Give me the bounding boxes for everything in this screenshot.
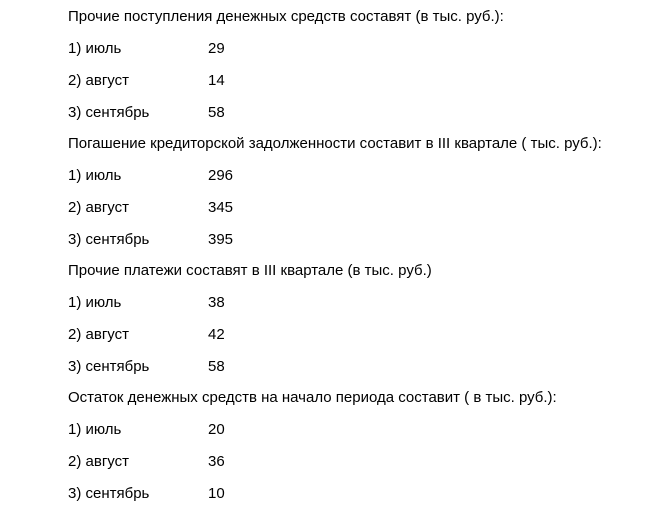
list-item <box>68 322 638 354</box>
list-item <box>68 195 638 227</box>
section-heading-payables-repayment: Погашение кредиторской задолженности составит в III квартале ( тыс. руб.): <box>68 135 602 152</box>
amount-value: 58 <box>208 104 225 121</box>
amount-value: 29 <box>208 40 225 57</box>
amount-value: 42 <box>208 326 225 343</box>
amount-value: 36 <box>208 453 225 470</box>
section-heading-other-payments: Прочие платежи составят в III квартале (в тыс. руб.) <box>68 262 432 279</box>
list-item <box>68 481 638 513</box>
amount-value: 345 <box>208 199 234 216</box>
month-label: 3) сентябрь <box>68 485 150 502</box>
list-item <box>68 100 638 132</box>
section-heading-opening-cash-balance: Остаток денежных средств на начало периода составит ( в тыс. руб.): <box>68 389 557 406</box>
amount-value: 20 <box>208 421 225 438</box>
list-item <box>68 417 638 449</box>
list-item <box>68 36 638 68</box>
list-item <box>68 68 638 100</box>
amount-value: 38 <box>208 294 225 311</box>
month-label: 3) сентябрь <box>68 231 150 248</box>
list-item <box>68 354 638 386</box>
month-label: 2) август <box>68 326 129 343</box>
amount-value: 296 <box>208 167 234 184</box>
list-item <box>68 163 638 195</box>
list-item <box>68 290 638 322</box>
section-heading-other-receipts: Прочие поступления денежных средств составят (в тыс. руб.): <box>68 8 504 25</box>
month-label: 1) июль <box>68 40 122 57</box>
amount-value: 395 <box>208 231 234 248</box>
amount-value: 58 <box>208 358 225 375</box>
list-item <box>68 227 638 259</box>
month-label: 1) июль <box>68 167 122 184</box>
amount-value: 10 <box>208 485 225 502</box>
month-label: 2) август <box>68 199 129 216</box>
document-body <box>68 5 638 513</box>
amount-value: 14 <box>208 72 225 89</box>
month-label: 3) сентябрь <box>68 104 150 121</box>
month-label: 2) август <box>68 72 129 89</box>
list-item <box>68 449 638 481</box>
month-label: 3) сентябрь <box>68 358 150 375</box>
month-label: 1) июль <box>68 421 122 438</box>
month-label: 2) август <box>68 453 129 470</box>
month-label: 1) июль <box>68 294 122 311</box>
